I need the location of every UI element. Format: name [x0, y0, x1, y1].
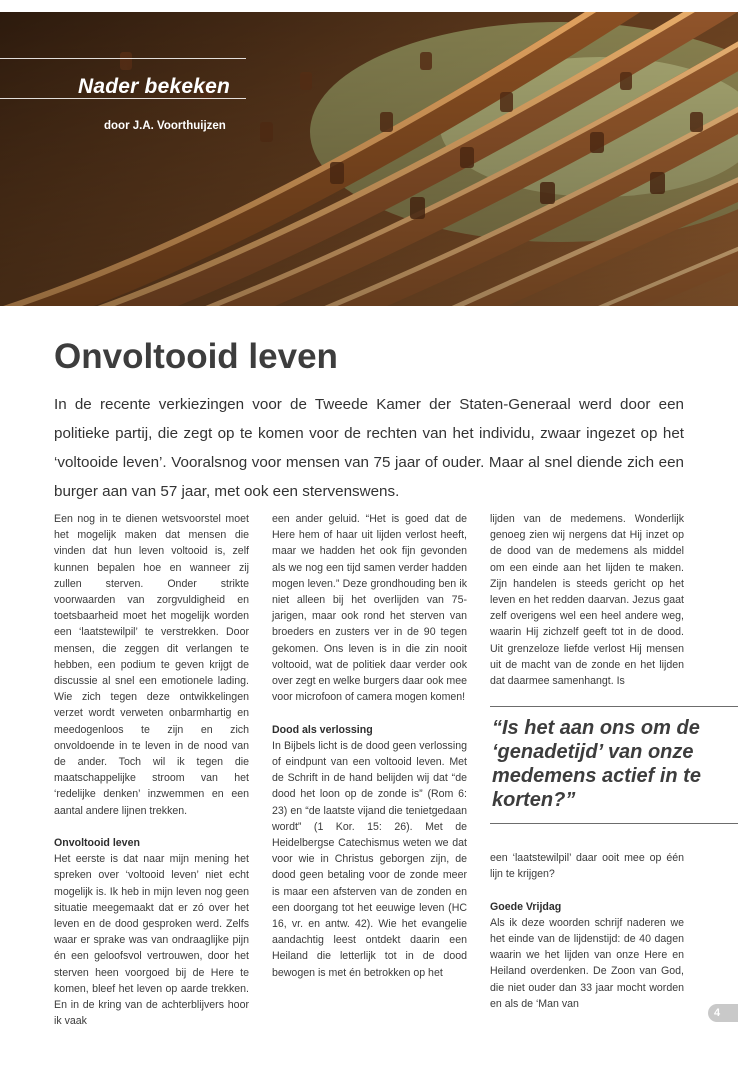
col3-paragraph-3: Als ik deze woorden schrijf naderen we het einde van de lijdenstijd: de 40 dagen waarin we het lijden van onze Here en Heiland overdenken. De Zoon van God, die niet ouder dan 33 jaar mocht worden en als de ‘Man van — [490, 916, 684, 1010]
col2-paragraph-1: een ander geluid. “Het is goed dat de Here hem of haar uit lijden verlost heeft, maar we hadden het ook fijn gevonden als we nog een tijd samen verder hadden mogen leven.” Deze grondhouding ben ik niet alleen bij het overlijden van 75-jarigen, maar ook rond het sterven van broeders en zusters ver in de 90 tegen gekomen. Ons leven is in die zin nooit voltooid, wat de politiek daar verder ook over zegt en welke burgers daar ook mee voor microfoon of camera mogen komen! — [272, 513, 467, 704]
col2-subheading: Dood als verlossing — [272, 723, 373, 736]
col2-paragraph-2: In Bijbels licht is de dood geen verlossing of eindpunt van een voltooid leven. Met de Schrift in de hand belijden wij dat “de dood het loon op de zonde is” (Rom 6: 23) en “de laatste vijand die tenietgedaan wordt” (1 Kor. 15: 26). Met de Heidelbergse Catechismus weten we dat voor wie in Christus geborgen zijn, de dood geen betaling voor de zonde meer is maar een afsterven van de zonden en een doorgang tot het eeuwige leven (HC 16, vr. en antw. 42). Wie het evangelie aandachtig leest ontdekt daarin een Heiland die letterlijk tot in de dood bewogen is met én betrokken op het — [272, 739, 467, 979]
col1-paragraph-2: Het eerste is dat naar mijn mening het spreken over ‘voltooid leven’ niet echt mogelijk is. Ik heb in mijn leven nog geen situatie meegemaakt dat er zó over het leven en de dood gesproken werd. Zelfs waar er sprake was van ondraaglijke pijn én een geloofsvol vertrouwen, door het sterven heen voorgoed bij de Here te komen, bleef het leven op aarde trekken. En in de kring van de achterblijvers hoor ik vaak — [54, 853, 249, 1028]
col3-paragraph-2: een ‘laatstewilpil’ daar ooit mee op één lijn te krijgen? — [490, 852, 684, 881]
pull-quote-text: “Is het aan ons om de ‘genadetijd’ van onze medemens actief in te korten?” — [492, 717, 701, 811]
author-byline: door J.A. Voorthuijzen — [104, 120, 226, 132]
header-rule-top — [0, 58, 246, 59]
col3-paragraph-1: lijden van de medemens. Wonderlijk genoeg zien wij nergens dat Hij inzet op de dood van de medemens als middel om een einde aan het lijden te maken. Zijn handelen is steeds gericht op het leven en het redden daarvan. Jezus gaat zelf overigens wel een heel andere weg, waarin Hij zichzelf geeft tot in de dood. Uit grenzeloze liefde verlost Hij mensen uit de macht van de zonde en het lijden dat daarmee samenhangt. Is — [490, 513, 684, 688]
column-3-bottom — [490, 850, 684, 1012]
col3-subheading: Goede Vrijdag — [490, 900, 562, 913]
column-2 — [272, 511, 467, 981]
header-photo — [0, 12, 738, 306]
col1-subheading: Onvoltooid leven — [54, 837, 140, 850]
article-intro: In de recente verkiezingen voor de Tweede Kamer der Staten-Generaal werd door een politieke partij, die zegt op te komen voor de rechten van het individu, zwaar ingezet op het ‘voltooide leven’. Vooralsnog voor mensen van 75 jaar of ouder. Maar al snel diende zich een burger aan van 57 jaar, met ook een stervenswens. — [54, 396, 684, 500]
article-title: Onvoltooid leven — [54, 337, 338, 376]
section-label: Nader bekeken — [78, 75, 231, 98]
page-number: 4 — [708, 1004, 738, 1022]
parliament-chamber-photo — [0, 12, 738, 306]
pull-quote — [490, 706, 738, 824]
column-3-top — [490, 511, 684, 689]
col1-paragraph-1: Een nog in te dienen wetsvoorstel moet het mogelijk maken dat mensen die vinden dat hun leven voltooid is, zelf kunnen bepalen hoe en wanneer zij zullen sterven. Onder strikte voorwaarden van zorgvuldigheid en toetsbaarheid moet het mogelijk worden een ‘laatstewilpil’ te verstrekken. Door mensen, die zeggen dit verlangen te hebben, een podium te geven krijgt de discussie al snel een emotionele lading. Wie zich tegen deze ontwikkelingen verzet wordt verweten onbarmhartig en meedogenloos te zijn en zich onvoldoende in te leven in de nood van de ander. Toch wil ik tegen die maatschappelijke stroom van het ‘redelijke denken’ inzwemmen en een aantal andere lijnen trekken. — [54, 513, 249, 817]
column-1 — [54, 511, 249, 1029]
